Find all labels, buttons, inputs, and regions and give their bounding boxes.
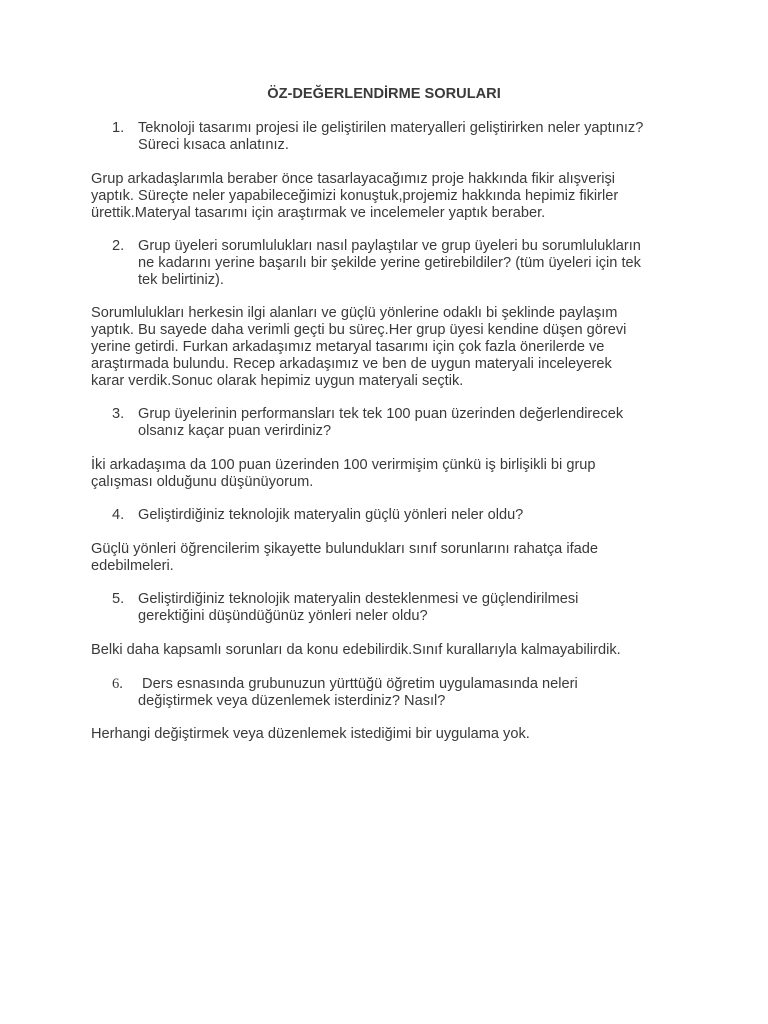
- question-5: [112, 591, 692, 625]
- answer-line: yaptık. Bu sayede daha verimli geçti bu süreç.Her grup üyesi kendine düşen görevi: [91, 322, 627, 338]
- question-line: olsanız kaçar puan verirdiniz?: [138, 423, 332, 439]
- question-line: Ders esnasında grubunuzun yürttüğü öğretim uygulamasında neleri: [138, 676, 578, 692]
- question-2: [112, 238, 692, 289]
- answer-line: Herhangi değiştirmek veya düzenlemek istediğimi bir uygulama yok.: [91, 726, 530, 742]
- answer-line: İki arkadaşıma da 100 puan üzerinden 100 verirmişim çünkü iş birlişikli bi grup: [91, 457, 596, 473]
- question-1: [112, 120, 692, 154]
- question-line: gerektiğini düşündüğünüz yönleri neler oldu?: [138, 608, 428, 624]
- question-line: Geliştirdiğiniz teknolojik materyalin güçlü yönleri neler oldu?: [138, 507, 524, 523]
- question-line: ne kadarını yerine başarılı bir şekilde yerine getirebildiler? (tüm üyeleri için tek: [138, 255, 641, 271]
- question-6: [112, 676, 692, 710]
- answer-4: [91, 541, 681, 575]
- answer-6: [91, 726, 681, 743]
- question-number: 3.: [112, 406, 125, 422]
- answer-line: araştırmada bulundu. Recep arkadaşımız ve ben de uygun materyali inceleyerek: [91, 356, 612, 372]
- question-text: [138, 676, 692, 710]
- answer-5: [91, 642, 681, 659]
- answer-line: yerine getirdi. Furkan arkadaşımız metaryal tasarımı için çok fazla önerilerde ve: [91, 339, 605, 355]
- question-line: Geliştirdiğiniz teknolojik materyalin desteklenmesi ve güçlendirilmesi: [138, 591, 579, 607]
- answer-1: [91, 171, 681, 222]
- question-line: Teknoloji tasarımı projesi ile geliştirilen materyalleri geliştirirken neler yaptınız?: [138, 120, 644, 136]
- question-number: 1.: [112, 120, 125, 136]
- document-title: ÖZ-DEĞERLENDİRME SORULARI: [267, 86, 501, 102]
- question-line: tek belirtiniz).: [138, 272, 224, 288]
- question-4: [112, 507, 692, 524]
- question-text: [138, 120, 692, 154]
- answer-line: Güçlü yönleri öğrencilerim şikayette bulundukları sınıf sorunlarını rahatça ifade: [91, 541, 598, 557]
- question-line: Grup üyeleri sorumlulukları nasıl paylaştılar ve grup üyeleri bu sorumlulukların: [138, 238, 641, 254]
- question-text: [138, 238, 692, 289]
- question-text: [138, 591, 692, 625]
- answer-line: karar verdik.Sonuc olarak hepimiz uygun materyali seçtik.: [91, 373, 464, 389]
- question-number: 6.: [112, 676, 123, 692]
- answer-line: edebilmeleri.: [91, 558, 174, 574]
- answer-line: Sorumlulukları herkesin ilgi alanları ve güçlü yönlerine odaklı bi şeklinde paylaşım: [91, 305, 618, 321]
- question-number: 5.: [112, 591, 125, 607]
- question-text: [138, 406, 692, 440]
- question-3: [112, 406, 692, 440]
- answer-line: yaptık. Süreçte neler yapabileceğimizi konuştuk,projemiz hakkında hepimiz fikirler: [91, 188, 619, 204]
- answer-line: Grup arkadaşlarımla beraber önce tasarlayacağımız proje hakkında fikir alışverişi: [91, 171, 615, 187]
- answer-3: [91, 457, 681, 491]
- question-number: 2.: [112, 238, 125, 254]
- question-text: [138, 507, 692, 524]
- question-line: Süreci kısaca anlatınız.: [138, 137, 289, 153]
- answer-2: [91, 305, 681, 390]
- answer-line: ürettik.Materyal tasarımı için araştırmak ve incelemeler yaptık beraber.: [91, 205, 546, 221]
- answer-line: Belki daha kapsamlı sorunları da konu edebilirdik.Sınıf kurallarıyla kalmayabilirdik.: [91, 642, 621, 658]
- answer-line: çalışması olduğunu düşünüyorum.: [91, 474, 314, 490]
- question-line: Grup üyelerinin performansları tek tek 100 puan üzerinden değerlendirecek: [138, 406, 624, 422]
- question-line: değiştirmek veya düzenlemek isterdiniz? Nasıl?: [138, 693, 446, 709]
- question-number: 4.: [112, 507, 125, 523]
